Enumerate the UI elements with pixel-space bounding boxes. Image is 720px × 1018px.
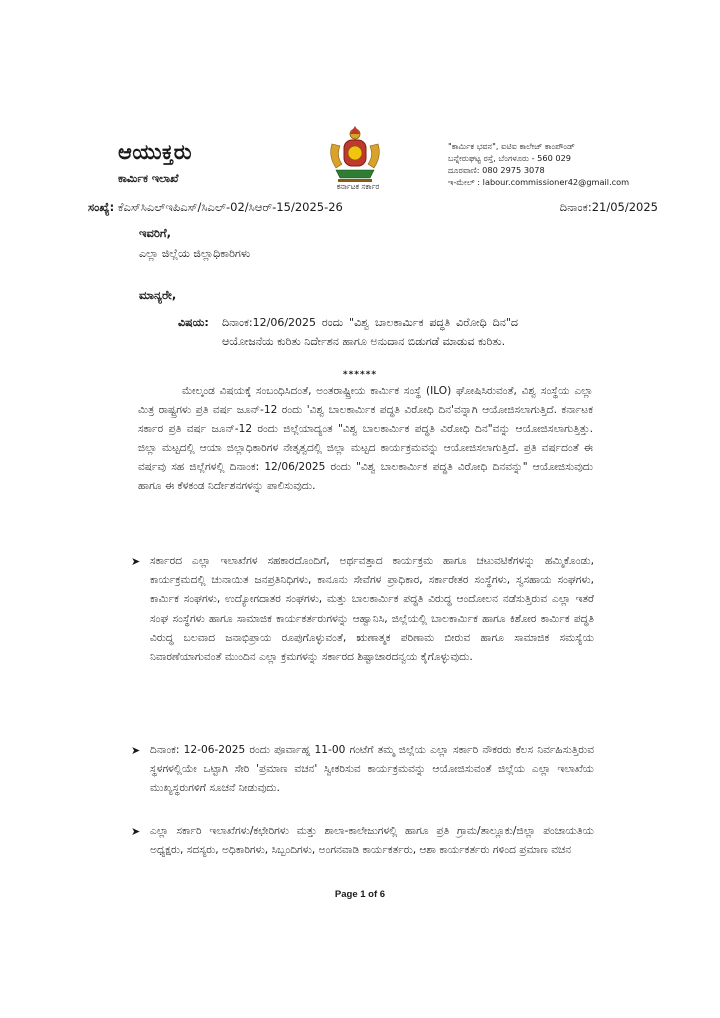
reference-date-value: 21/05/2025 [591,200,658,214]
list-item [131,552,594,667]
reference-date [560,200,658,215]
arrow-bullet-icon: ➤ [131,555,141,568]
emblem-caption: ಕರ್ನಾಟಕ ಸರ್ಕಾರ [336,182,380,191]
office-title: ಆಯುಕ್ತರು [118,140,193,164]
email-line: ಇ-ಮೇಲ್ : labour.commissioner42@gmail.com [448,177,630,187]
reference-row [88,200,658,216]
arrow-bullet-icon: ➤ [131,744,141,757]
reference-date-label: ದಿನಾಂಕ: [559,200,592,214]
reference-number-value: ಕೆಎಸ್‌ಸಿಎಲ್‌ಇಪಿಎಸ್/ಸಿಎಲ್-02/ಸಿಆರ್-15/2025-26 [117,200,343,214]
address-line: ಬನ್ನೇರುಘಟ್ಟ ರಸ್ತೆ, ಬೆಂಗಳೂರು - 560 029 [448,153,572,163]
office-header [118,140,192,186]
page-number: Page 1 of 6 [334,889,386,900]
list-item-text: ಎಲ್ಲಾ ಸರ್ಕಾರಿ ಇಲಾಖೆಗಳು/ಕಛೇರಿಗಳು ಮತ್ತು ಶಾಲಾ-ಕಾಲೇಜುಗಳಲ್ಲಿ ಹಾಗೂ ಪ್ರತಿ ಗ್ರಾಮ/ತಾಲ್ಲೂಕು/ಜಿಲ್ಲಾ ಪಂಚಾಯತಿಯ ಅಧ್ಯಕ್ಷರು, ಸದಸ್ಯರು, ಅಧಿಕಾರಿಗಳು, ಸಿಬ್ಬಂದಿಗಳು, ಅಂಗನವಾಡಿ ಕಾರ್ಯಕರ್ತರು, ಆಶಾ ಕಾರ್ಯಕರ್ತರು ಗಳಿಂದ ಪ್ರಮಾಣ ವಚನ [150,825,594,857]
list-item-text: ಸರ್ಕಾರದ ಎಲ್ಲಾ ಇಲಾಖೆಗಳ ಸಹಕಾರದೊಂದಿಗೆ, ಅರ್ಥವತ್ತಾದ ಕಾರ್ಯಕ್ರಮ ಹಾಗೂ ಚಟುವಟಿಕೆಗಳನ್ನು ಹಮ್ಮಿಕೊಂಡು, ಕಾರ್ಯಕ್ರಮದಲ್ಲಿ ಚುನಾಯಿತ ಜನಪ್ರತಿನಿಧಿಗಳು, ಕಾನೂನು ಸೇವೆಗಳ ಪ್ರಾಧಿಕಾರ, ಸರ್ಕಾರೇತರ ಸಂಸ್ಥೆಗಳು, ಸ್ವಸಹಾಯ ಸಂಘಗಳು, ಕಾರ್ಮಿಕ ಸಂಘಗಳು, ಉದ್ಯೋಗದಾತರ ಸಂಘಗಳು, ಮತ್ತು ಬಾಲಕಾರ್ಮಿಕ ಪದ್ಧತಿ ವಿರುದ್ಧ ಆಂದೋಲನ ನಡೆಸುತ್ತಿರುವ ಎಲ್ಲಾ ಇತರೆ ಸಂಘ ಸಂಸ್ಥೆಗಳು ಹಾಗೂ ಸಾಮಾಜಿಕ ಕಾರ್ಯಕರ್ತರುಗಳನ್ನು ಆಹ್ವಾನಿಸಿ, ಜಿಲ್ಲೆಯಲ್ಲಿ ಬಾಲಕಾರ್ಮಿಕ ಹಾಗೂ ಕಿಶೋರ ಕಾರ್ಮಿಕ ಪದ್ಧತಿ ವಿರುದ್ಧ ಬಲವಾದ ಜನಾಭಿಪ್ರಾಯ ರೂಪುಗೊಳ್ಳುವಂತೆ, ಋಣಾತ್ಮಕ ಪರಿಣಾಮ ಬೀರುವ ಹಾಗೂ ಸಾಮಾಜಿಕ ಸಮಸ್ಯೆಯ ನಿವಾರಣೆಯಾಗುವಂತೆ ಮುಂದಿನ ಎಲ್ಲಾ ಕ್ರಮಗಳನ್ನು ಸರ್ಕಾರದ ಶಿಷ್ಟಾಚಾರದನ್ವಯ ಕೈಗೊಳ್ಳುವುದು. [150,555,594,664]
separator: ****** [342,370,378,380]
list-item-text: ದಿನಾಂಕ: 12-06-2025 ರಂದು ಪೂರ್ವಾಹ್ನ 11-00 ಗಂಟೆಗೆ ತಮ್ಮ ಜಿಲ್ಲೆಯ ಎಲ್ಲಾ ಸರ್ಕಾರಿ ನೌಕರರು ಕೆಲಸ ನಿರ್ವಹಿಸುತ್ತಿರುವ ಸ್ಥಳಗಳಲ್ಲಿಯೇ ಒಟ್ಟಾಗಿ ಸೇರಿ 'ಪ್ರಮಾಣ ವಚನ' ಸ್ವೀಕರಿಸುವ ಕಾರ್ಯಕ್ರಮವನ್ನು ಆಯೋಜಿಸುವಂತೆ ಜಿಲ್ಲೆಯ ಎಲ್ಲಾ ಇಲಾಖೆಯ ಮುಖ್ಯಸ್ಥರುಗಳಿಗೆ ಸೂಚನೆ ನೀಡುವುದು. [150,744,594,795]
address-line: "ಕಾರ್ಮಿಕ ಭವನ", ಐಟಿಐ ಕಾಲೇಜ್ ಕಾಂಪೌಂಡ್ [448,141,575,151]
phone-line: ದೂರವಾಣಿ: 080 2975 3078 [448,165,545,175]
addressee-label: ಇವರಿಗೆ, [139,226,171,240]
subject-text: ದಿನಾಂಕ:12/06/2025 ರಂದು "ವಿಶ್ವ ಬಾಲಕಾರ್ಮಿಕ ಪದ್ಧತಿ ವಿರೋಧಿ ದಿನ"ದ ಆಯೋಜನೆಯ ಕುರಿತು ನಿರ್ದೇಶನ ಹಾಗೂ ಅನುದಾನ ಬಿಡುಗಡೆ ಮಾಡುವ ಕುರಿತು. [222,316,518,348]
salutation: ಮಾನ್ಯರೇ, [139,288,177,302]
reference-number [88,200,343,215]
reference-number-label: ಸಂಖ್ಯೆ: [88,200,115,214]
body-paragraph-text: ಮೇಲ್ಕಂಡ ವಿಷಯಕ್ಕೆ ಸಂಬಂಧಿಸಿದಂತೆ, ಅಂತರಾಷ್ಟ್ರೀಯ ಕಾರ್ಮಿಕ ಸಂಸ್ಥೆ (ILO) ಘೋಷಿಸಿರುವಂತೆ, ವಿಶ್ವ ಸಂಸ್ಥೆಯ ಎಲ್ಲಾ ಮಿತ್ರ ರಾಷ್ಟ್ರಗಳು ಪ್ರತಿ ವರ್ಷ ಜೂನ್-12 ರಂದು 'ವಿಶ್ವ ಬಾಲಕಾರ್ಮಿಕ ಪದ್ಧತಿ ವಿರೋಧಿ ದಿನ'ವನ್ನಾಗಿ ಆಯೋಜಿಸಲಾಗುತ್ತಿದೆ. ಕರ್ನಾಟಕ ಸರ್ಕಾರ ಪ್ರತಿ ವರ್ಷ ಜೂನ್-12 ರಂದು ಜಿಲ್ಲೆಯಾದ್ಯಂತ "ವಿಶ್ವ ಬಾಲಕಾರ್ಮಿಕ ಪದ್ಧತಿ ವಿರೋಧಿ ದಿನ"ವನ್ನು ಆಯೋಜಿಸಲಾಗುತ್ತಿತ್ತು. ಜಿಲ್ಲಾ ಮಟ್ಟದಲ್ಲಿ ಆಯಾ ಜಿಲ್ಲಾಧಿಕಾರಿಗಳ ನೇತೃತ್ವದಲ್ಲಿ ಜಿಲ್ಲಾ ಮಟ್ಟದ ಕಾರ್ಯಕ್ರಮವನ್ನು ಆಯೋಜಿಸಲಾಗುತ್ತಿದೆ. ಪ್ರತಿ ವರ್ಷದಂತೆ ಈ ವರ್ಷವು ಸಹ ಜಿಲ್ಲೆಗಳಲ್ಲಿ ದಿನಾಂಕ: 12/06/2025 ರಂದು "ವಿಶ್ವ ಬಾಲಕಾರ್ಮಿಕ ಪದ್ಧತಿ ವಿರೋಧಿ ದಿನವನ್ನು" ಆಯೋಜಿಸುವುದು ಹಾಗೂ ಈ ಕೆಳಕಂಡ ನಿರ್ದೇಶನಗಳನ್ನು ಪಾಲಿಸುವುದು. [138,385,593,492]
karnataka-emblem-icon [322,124,388,190]
body-paragraph [138,382,593,496]
office-address [448,140,710,188]
addressee: ಎಲ್ಲಾ ಜಿಲ್ಲೆಯ ಜಿಲ್ಲಾಧಿಕಾರಿಗಳು [139,247,251,260]
arrow-bullet-icon: ➤ [131,825,141,838]
office-department: ಕಾರ್ಮಿಕ ಇಲಾಖೆ [118,172,179,185]
list-item [131,741,594,799]
list-item [131,822,594,860]
subject-label: ವಿಷಯ: [178,316,209,329]
